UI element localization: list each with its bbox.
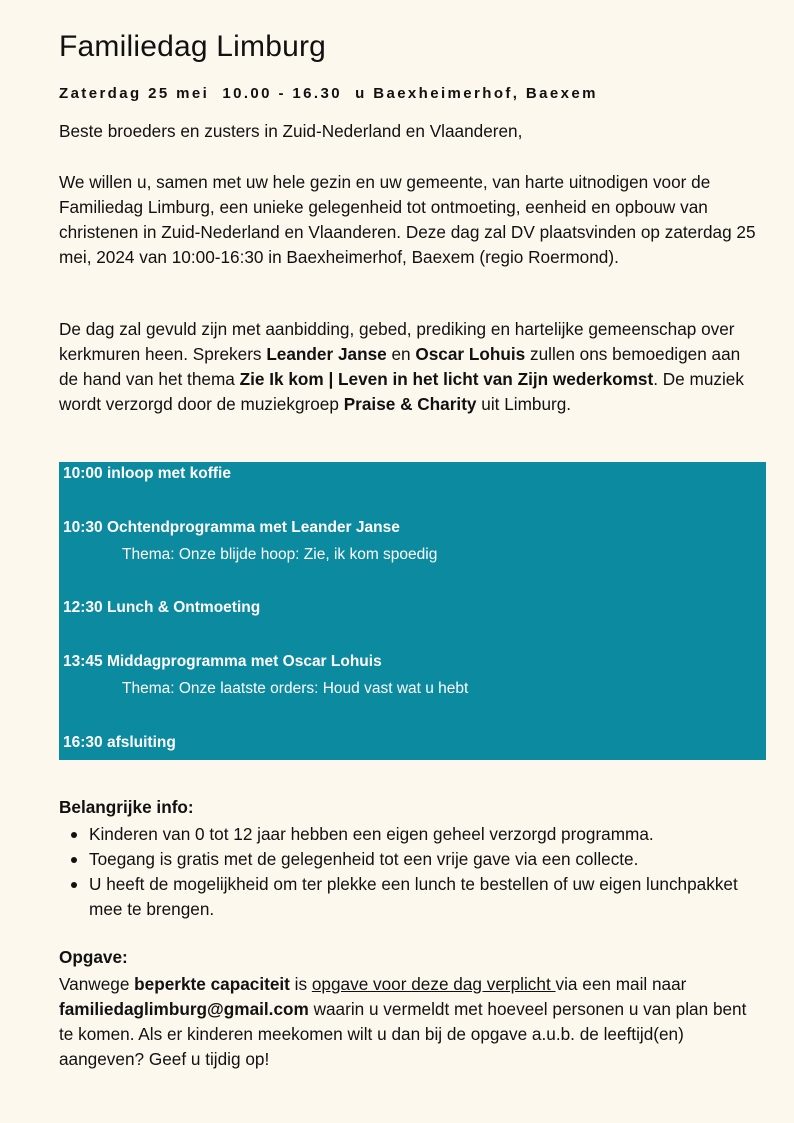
- event-date-location: Zaterdag 25 mei 10.00 - 16.30 u Baexheimerhof, Baexem: [59, 85, 598, 102]
- list-item-text: Toegang is gratis met de gelegenheid tot een vrije gave via een collecte.: [89, 849, 639, 869]
- list-item-text: U heeft de mogelijkheid om ter plekke een lunch te bestellen of uw eigen lunchpakket mee te brengen.: [89, 874, 738, 919]
- para2-text-2: en: [386, 344, 416, 364]
- speaker-2: Oscar Lohuis: [415, 344, 526, 364]
- para2-text-3: zullen ons bemoedigen aan de hand van het thema: [59, 344, 741, 389]
- bullet-icon: [71, 882, 77, 888]
- para2-text-4: . De muziek wordt verzorgd door de muziekgroep: [59, 369, 744, 414]
- contact-email: familiedaglimburg@gmail.com: [59, 999, 309, 1019]
- invitation-paragraph: We willen u, samen met uw hele gezin en uw gemeente, van harte uitnodigen voor de Familiedag Limburg, een unieke gelegenheid tot ontmoeting, eenheid en opbouw van christenen in Zuid-Nederland en Vlaanderen. Deze dag zal DV plaatsvinden op zaterdag 25 mei, 2024 van 10:00-16:30 in Baexheimerhof, Baexem (regio Roermond).: [59, 172, 756, 267]
- schedule-item: 10:30 Ochtendprogramma met Leander Janse: [63, 519, 400, 536]
- capacity-note: beperkte capaciteit: [134, 974, 290, 994]
- schedule-item: 10:00 inloop met koffie: [63, 465, 231, 482]
- program-paragraph: [59, 317, 759, 417]
- schedule-item: 12:30 Lunch & Ontmoeting: [63, 599, 261, 616]
- opgave-text-4: waarin u vermeldt met hoeveel personen u van plan bent te komen. Als er kinderen meekomen wilt u dan bij de opgave a.u.b. de leeftijd(en) aangeven? Geef u tijdig op!: [59, 999, 747, 1069]
- registration-required: opgave voor deze dag verplicht: [311, 974, 556, 994]
- para2-text-5: uit Limburg.: [476, 394, 572, 414]
- schedule-box: [59, 462, 766, 760]
- opgave-text-2: is: [289, 974, 312, 994]
- bullet-icon: [71, 832, 77, 838]
- info-list: [59, 822, 759, 922]
- info-heading: Belangrijke info:: [59, 797, 194, 817]
- opgave-text-1: Vanwege: [59, 974, 135, 994]
- list-item: [59, 872, 759, 922]
- list-item: [59, 822, 759, 847]
- speaker-1: Leander Janse: [266, 344, 387, 364]
- schedule-theme: Thema: Onze laatste orders: Houd vast wat u hebt: [122, 680, 469, 697]
- registration-paragraph: [59, 972, 759, 1072]
- greeting: Beste broeders en zusters in Zuid-Nederland en Vlaanderen,: [59, 121, 523, 141]
- opgave-text-3: via een mail naar: [555, 974, 687, 994]
- list-item-text: Kinderen van 0 tot 12 jaar hebben een eigen geheel verzorgd programma.: [89, 824, 654, 844]
- page-title: Familiedag Limburg: [59, 30, 327, 63]
- music-group: Praise & Charity: [343, 394, 477, 414]
- registration-heading: Opgave:: [59, 947, 128, 967]
- list-item: [59, 847, 759, 872]
- para2-text-1: De dag zal gevuld zijn met aanbidding, gebed, prediking en hartelijke gemeenschap over kerkmuren heen. Sprekers: [59, 319, 735, 364]
- schedule-item: 16:30 afsluiting: [63, 734, 176, 751]
- theme-title: Zie Ik kom | Leven in het licht van Zijn wederkomst: [239, 369, 654, 389]
- schedule-item: 13:45 Middagprogramma met Oscar Lohuis: [63, 653, 382, 670]
- schedule-theme: Thema: Onze blijde hoop: Zie, ik kom spoedig: [122, 546, 438, 563]
- bullet-icon: [71, 857, 77, 863]
